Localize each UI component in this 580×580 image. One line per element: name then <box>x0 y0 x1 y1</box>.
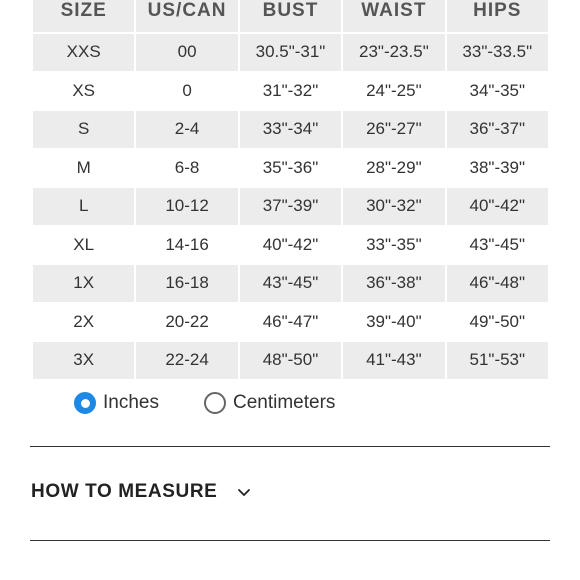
cell-hips: 34"-35" <box>447 73 548 112</box>
size-chart-table <box>31 0 550 381</box>
cell-hips: 38"-39" <box>447 150 548 189</box>
cell-us-can: 20-22 <box>136 304 237 343</box>
cell-hips: 43"-45" <box>447 227 548 266</box>
cell-bust: 40"-42" <box>240 227 341 266</box>
cell-bust: 35"-36" <box>240 150 341 189</box>
header-size: SIZE <box>33 0 134 34</box>
cell-size: 2X <box>33 304 134 343</box>
cell-size: L <box>33 188 134 227</box>
table-header-row <box>33 0 548 34</box>
how-to-measure-toggle[interactable] <box>31 481 251 503</box>
cell-waist: 23"-23.5" <box>343 34 444 73</box>
cell-hips: 40"-42" <box>447 188 548 227</box>
cell-hips: 46"-48" <box>447 265 548 304</box>
section-divider <box>30 446 550 447</box>
cell-waist: 33"-35" <box>343 227 444 266</box>
unit-option-centimeters[interactable] <box>204 392 335 414</box>
cell-waist: 39"-40" <box>343 304 444 343</box>
cell-waist: 28"-29" <box>343 150 444 189</box>
cell-bust: 31"-32" <box>240 73 341 112</box>
cell-bust: 48"-50" <box>240 342 341 381</box>
cell-size: 1X <box>33 265 134 304</box>
cell-waist: 24"-25" <box>343 73 444 112</box>
table-row <box>33 342 548 381</box>
table-row <box>33 227 548 266</box>
table-row <box>33 265 548 304</box>
cell-waist: 30"-32" <box>343 188 444 227</box>
cell-waist: 26"-27" <box>343 111 444 150</box>
table-row <box>33 304 548 343</box>
cell-us-can: 22-24 <box>136 342 237 381</box>
unit-label-inches: Inches <box>103 392 159 413</box>
cell-hips: 33"-33.5" <box>447 34 548 73</box>
chevron-down-icon <box>237 488 251 497</box>
cell-size: XXS <box>33 34 134 73</box>
cell-size: XS <box>33 73 134 112</box>
cell-bust: 46"-47" <box>240 304 341 343</box>
table-row <box>33 34 548 73</box>
radio-unselected-icon[interactable] <box>204 392 226 414</box>
cell-size: S <box>33 111 134 150</box>
cell-us-can: 10-12 <box>136 188 237 227</box>
header-waist: WAIST <box>343 0 444 34</box>
header-hips: HIPS <box>447 0 548 34</box>
cell-size: M <box>33 150 134 189</box>
cell-size: XL <box>33 227 134 266</box>
how-to-measure-label: HOW TO MEASURE <box>31 481 218 502</box>
unit-label-centimeters: Centimeters <box>232 392 336 413</box>
cell-us-can: 00 <box>136 34 237 73</box>
cell-us-can: 16-18 <box>136 265 237 304</box>
cell-hips: 49"-50" <box>447 304 548 343</box>
table-row <box>33 150 548 189</box>
cell-us-can: 2-4 <box>136 111 237 150</box>
section-divider <box>30 540 550 541</box>
cell-bust: 43"-45" <box>240 265 341 304</box>
header-us-can: US/CAN <box>136 0 237 34</box>
table-row <box>33 188 548 227</box>
unit-toggle <box>74 392 335 414</box>
table-row <box>33 111 548 150</box>
cell-bust: 33"-34" <box>240 111 341 150</box>
cell-us-can: 14-16 <box>136 227 237 266</box>
cell-hips: 36"-37" <box>447 111 548 150</box>
cell-size: 3X <box>33 342 134 381</box>
unit-option-inches[interactable] <box>74 392 159 414</box>
cell-bust: 30.5"-31" <box>240 34 341 73</box>
radio-selected-icon[interactable] <box>74 392 96 414</box>
header-bust: BUST <box>240 0 341 34</box>
cell-bust: 37"-39" <box>240 188 341 227</box>
cell-us-can: 6-8 <box>136 150 237 189</box>
table-row <box>33 73 548 112</box>
cell-waist: 41"-43" <box>343 342 444 381</box>
cell-waist: 36"-38" <box>343 265 444 304</box>
cell-hips: 51"-53" <box>447 342 548 381</box>
cell-us-can: 0 <box>136 73 237 112</box>
